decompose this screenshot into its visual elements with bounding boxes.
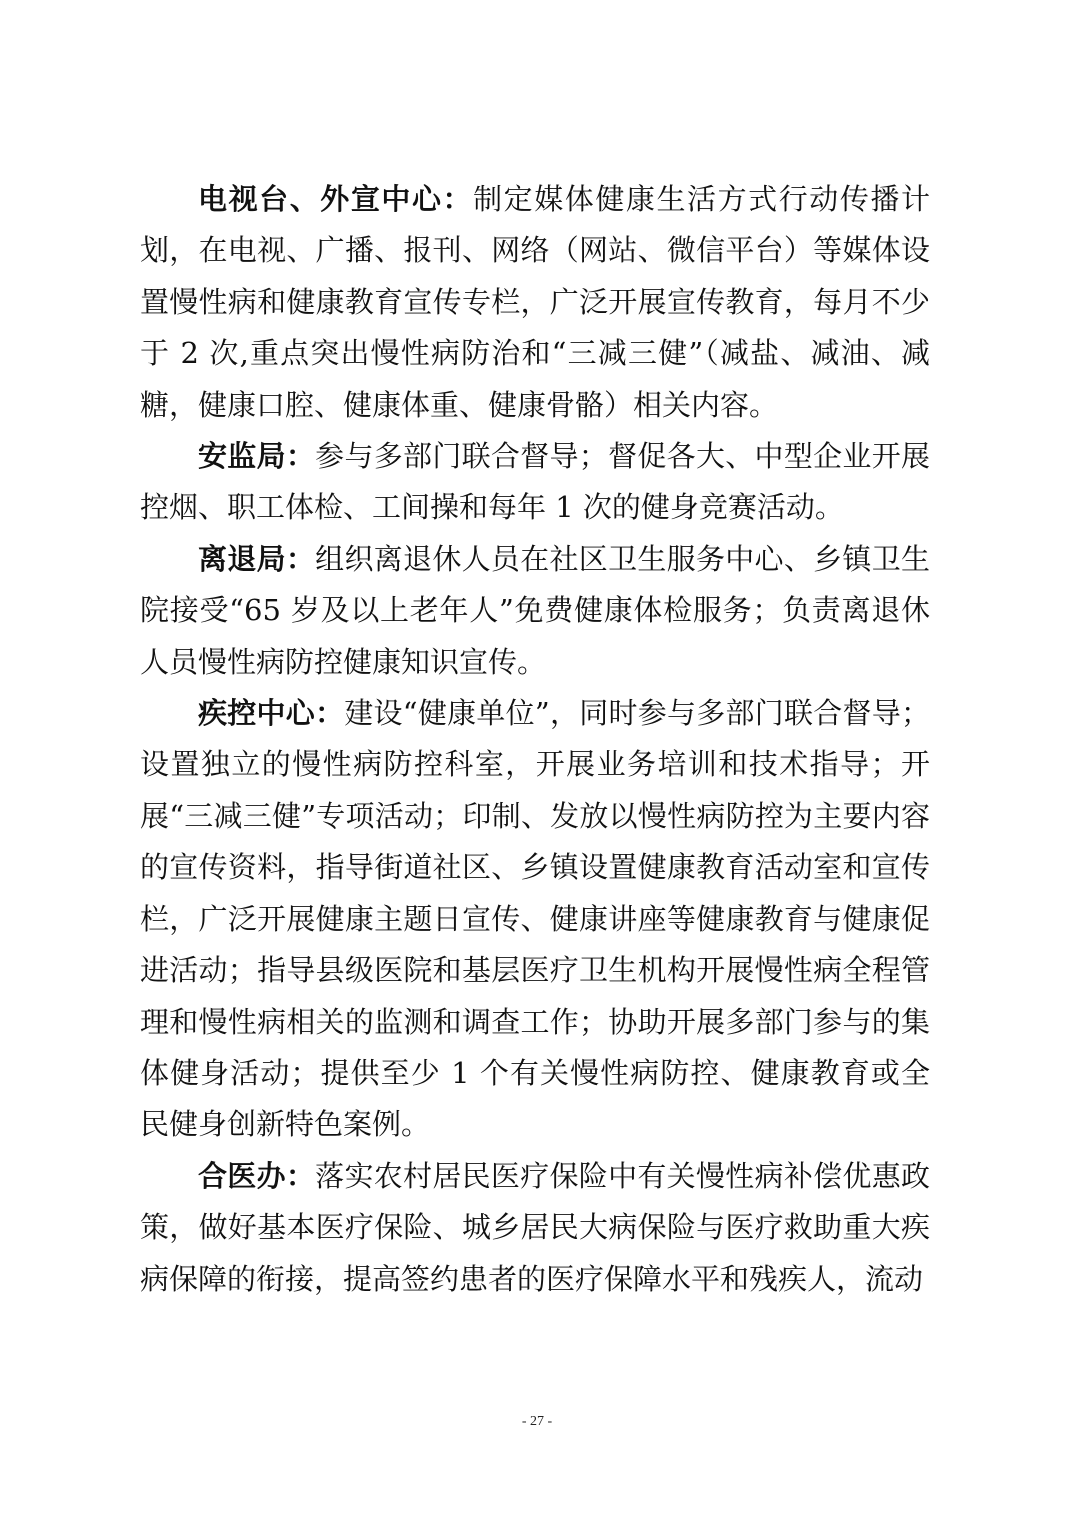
body-text bbox=[140, 174, 930, 1305]
paragraph-text: 落实农村居民医疗保险中有关慢性病补偿优惠政策，做好基本医疗保险、城乡居民大病保险与医疗救助重大疾病保障的衔接，提高签约患者的医疗保障水平和残疾人，流动 bbox=[140, 1158, 930, 1296]
paragraph-medical-insurance-office bbox=[140, 1151, 930, 1305]
paragraph-text: 建设“健康单位”，同时参与多部门联合督导；设置独立的慢性病防控科室，开展业务培训和技术指导；开展“三减三健”专项活动；印制、发放以慢性病防控为主要内容的宣传资料，指导街道社区、乡镇设置健康教育活动室和宣传栏，广泛开展健康主题日宣传、健康讲座等健康教育与健康促进活动；指导县级医院和基层医疗卫生机构开展慢性病全程管理和慢性病相关的监测和调查工作；协助开展多部门参与的集体健身活动；提供至少 1 个有关慢性病防控、健康教育或全民健身创新特色案例。 bbox=[140, 696, 930, 1142]
paragraph-heading: 合医办： bbox=[198, 1158, 316, 1193]
paragraph-heading: 安监局： bbox=[198, 439, 316, 474]
paragraph-heading: 电视台、外宣中心： bbox=[198, 182, 474, 216]
paragraph-cdc bbox=[140, 688, 930, 1151]
paragraph-text: 制定媒体健康生活方式行动传播计划，在电视、广播、报刊、网络（网站、微信平台）等媒体设置慢性病和健康教育宣传专栏，广泛开展宣传教育，每月不少于 2 次,重点突出慢性病防治和“三减三健”（减盐、减油、减糖，健康口腔、健康体重、健康骨骼）相关内容。 bbox=[140, 182, 930, 422]
paragraph-heading: 疾控中心： bbox=[198, 696, 345, 731]
paragraph-tv-station bbox=[140, 174, 930, 431]
paragraph-text: 组织离退休人员在社区卫生服务中心、乡镇卫生院接受“65 岁及以上老年人”免费健康体检服务；负责离退休人员慢性病防控健康知识宣传。 bbox=[140, 541, 930, 679]
paragraph-text: 参与多部门联合督导；督促各大、中型企业开展控烟、职工体检、工间操和每年 1 次的健身竞赛活动。 bbox=[140, 439, 930, 525]
paragraph-heading: 离退局： bbox=[198, 541, 316, 576]
page-number: - 27 - bbox=[521, 1414, 553, 1429]
paragraph-safety-bureau bbox=[140, 431, 930, 534]
paragraph-retirement-bureau bbox=[140, 534, 930, 688]
